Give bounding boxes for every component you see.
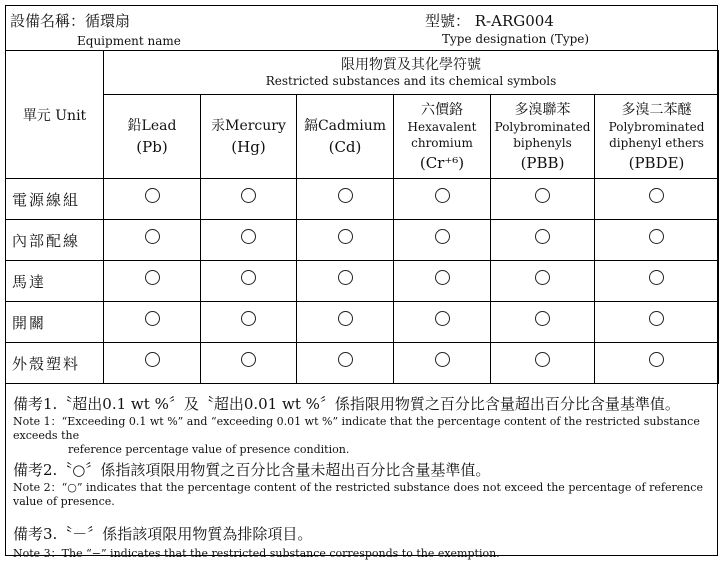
circle-mark-icon <box>649 311 664 326</box>
table-cell <box>297 220 394 261</box>
row-label: 內部配線 <box>6 220 104 261</box>
note-2-en: Note 2：“○” indicates that the percentage content of the restricted substance does not exceed the percentage of reference value of presence. <box>13 481 703 508</box>
column-name-zh: 多溴聯苯 <box>514 101 571 118</box>
column-header-cadmium <box>297 95 394 179</box>
circle-mark-icon <box>145 188 160 203</box>
circle-mark-icon <box>241 352 256 367</box>
circle-mark-icon <box>435 270 450 285</box>
table-cell <box>201 220 297 261</box>
table-cell <box>104 261 201 302</box>
row-label: 馬達 <box>6 261 104 302</box>
circle-mark-icon <box>338 229 353 244</box>
circle-mark-icon <box>338 188 353 203</box>
table-cell <box>297 302 394 343</box>
equipment-name-zh: 設備名稱：循環扇 <box>10 12 131 30</box>
table-cell <box>297 261 394 302</box>
table-cell <box>491 302 595 343</box>
table-cell <box>201 261 297 302</box>
column-name-zh: 六價鉻 <box>421 101 463 118</box>
table-cell <box>595 343 719 384</box>
row-label: 外殼塑料 <box>6 343 104 384</box>
table-cell <box>394 220 491 261</box>
substances-group-header <box>104 51 719 95</box>
table-row <box>6 220 719 261</box>
circle-mark-icon <box>435 311 450 326</box>
column-name: 鎘Cadmium <box>303 117 387 134</box>
table-cell <box>394 179 491 220</box>
column-symbol: (PBB) <box>520 153 565 172</box>
table-cell <box>104 302 201 343</box>
table-cell <box>595 220 719 261</box>
table-row <box>6 261 719 302</box>
table-cell <box>491 179 595 220</box>
table-row <box>6 343 719 384</box>
circle-mark-icon <box>535 188 550 203</box>
circle-mark-icon <box>435 352 450 367</box>
circle-mark-icon <box>241 270 256 285</box>
table-cell <box>394 302 491 343</box>
table-cell <box>297 343 394 384</box>
circle-mark-icon <box>145 352 160 367</box>
circle-mark-icon <box>649 229 664 244</box>
circle-mark-icon <box>535 270 550 285</box>
table-cell <box>104 220 201 261</box>
column-name-zh: 多溴二苯醚 <box>621 101 692 118</box>
note-3-en: Note 3：The “−” indicates that the restricted substance corresponds to the exemption. <box>13 547 500 560</box>
column-name: 汞Mercury <box>211 117 286 134</box>
unit-header: 單元 Unit <box>6 51 104 179</box>
circle-mark-icon <box>241 311 256 326</box>
circle-mark-icon <box>338 311 353 326</box>
table-cell <box>201 302 297 343</box>
column-symbol: (PBDE) <box>628 153 685 172</box>
circle-mark-icon <box>338 270 353 285</box>
column-symbol: (Hg) <box>231 137 266 156</box>
column-symbol: (Cd) <box>328 137 362 156</box>
column-header-pbb <box>491 95 595 179</box>
note-1-zh: 備考1.〝超出0.1 wt %〞及〝超出0.01 wt %〞係指限用物質之百分比含量超出百分比含量基準值。 <box>13 395 680 413</box>
circle-mark-icon <box>535 352 550 367</box>
note-1-en-continued: reference percentage value of presence condition. <box>68 443 350 456</box>
table-cell <box>394 261 491 302</box>
circle-mark-icon <box>649 352 664 367</box>
table-row <box>6 302 719 343</box>
column-name: 鉛Lead <box>127 117 177 134</box>
column-symbol: (Pb) <box>136 137 168 156</box>
table-row <box>6 179 719 220</box>
circle-mark-icon <box>145 270 160 285</box>
table-body <box>6 179 719 384</box>
restricted-substances-table <box>5 50 719 384</box>
column-header-pbde <box>595 95 719 179</box>
circle-mark-icon <box>649 188 664 203</box>
group-title-zh: 限用物質及其化學符號 <box>341 57 482 73</box>
table-cell <box>394 343 491 384</box>
type-designation-zh: 型號： R-ARG004 <box>425 12 554 30</box>
circle-mark-icon <box>535 311 550 326</box>
circle-mark-icon <box>145 229 160 244</box>
table-cell <box>595 261 719 302</box>
table-cell <box>297 179 394 220</box>
row-label: 開關 <box>6 302 104 343</box>
table-cell <box>201 343 297 384</box>
circle-mark-icon <box>435 229 450 244</box>
column-name-en: Polybrominated diphenyl ethers <box>608 119 705 150</box>
column-symbol: (Cr⁺⁶) <box>419 153 465 172</box>
column-header-hexavalent-chromium <box>394 95 491 179</box>
circle-mark-icon <box>338 352 353 367</box>
circle-mark-icon <box>435 188 450 203</box>
notes-section <box>13 393 713 561</box>
note-2-zh: 備考2.〝○〞係指該項限用物質之百分比含量未超出百分比含量基準值。 <box>13 461 491 479</box>
note-3-zh: 備考3.〝－〞係指該項限用物質為排除項目。 <box>13 525 313 543</box>
group-title-en: Restricted substances and its chemical symbols <box>265 74 557 88</box>
circle-mark-icon <box>649 270 664 285</box>
table-cell <box>595 179 719 220</box>
table-cell <box>491 261 595 302</box>
circle-mark-icon <box>145 311 160 326</box>
table-cell <box>491 343 595 384</box>
column-header-mercury <box>201 95 297 179</box>
equipment-name-en: Equipment name <box>77 34 181 48</box>
circle-mark-icon <box>241 188 256 203</box>
column-name-en: Polybrominated biphenyls <box>494 119 591 150</box>
table-cell <box>201 179 297 220</box>
circle-mark-icon <box>535 229 550 244</box>
row-label: 電源線組 <box>6 179 104 220</box>
table-cell <box>595 302 719 343</box>
circle-mark-icon <box>241 229 256 244</box>
note-1-en: Note 1：“Exceeding 0.1 wt %” and “exceeding 0.01 wt %” indicate that the percentage content of the restricted substance exceeds the <box>13 415 700 442</box>
column-name-en: Hexavalent chromium <box>407 119 477 150</box>
table-cell <box>491 220 595 261</box>
table-cell <box>104 179 201 220</box>
column-header-lead <box>104 95 201 179</box>
table-cell <box>104 343 201 384</box>
type-designation-en: Type designation (Type) <box>442 32 590 46</box>
